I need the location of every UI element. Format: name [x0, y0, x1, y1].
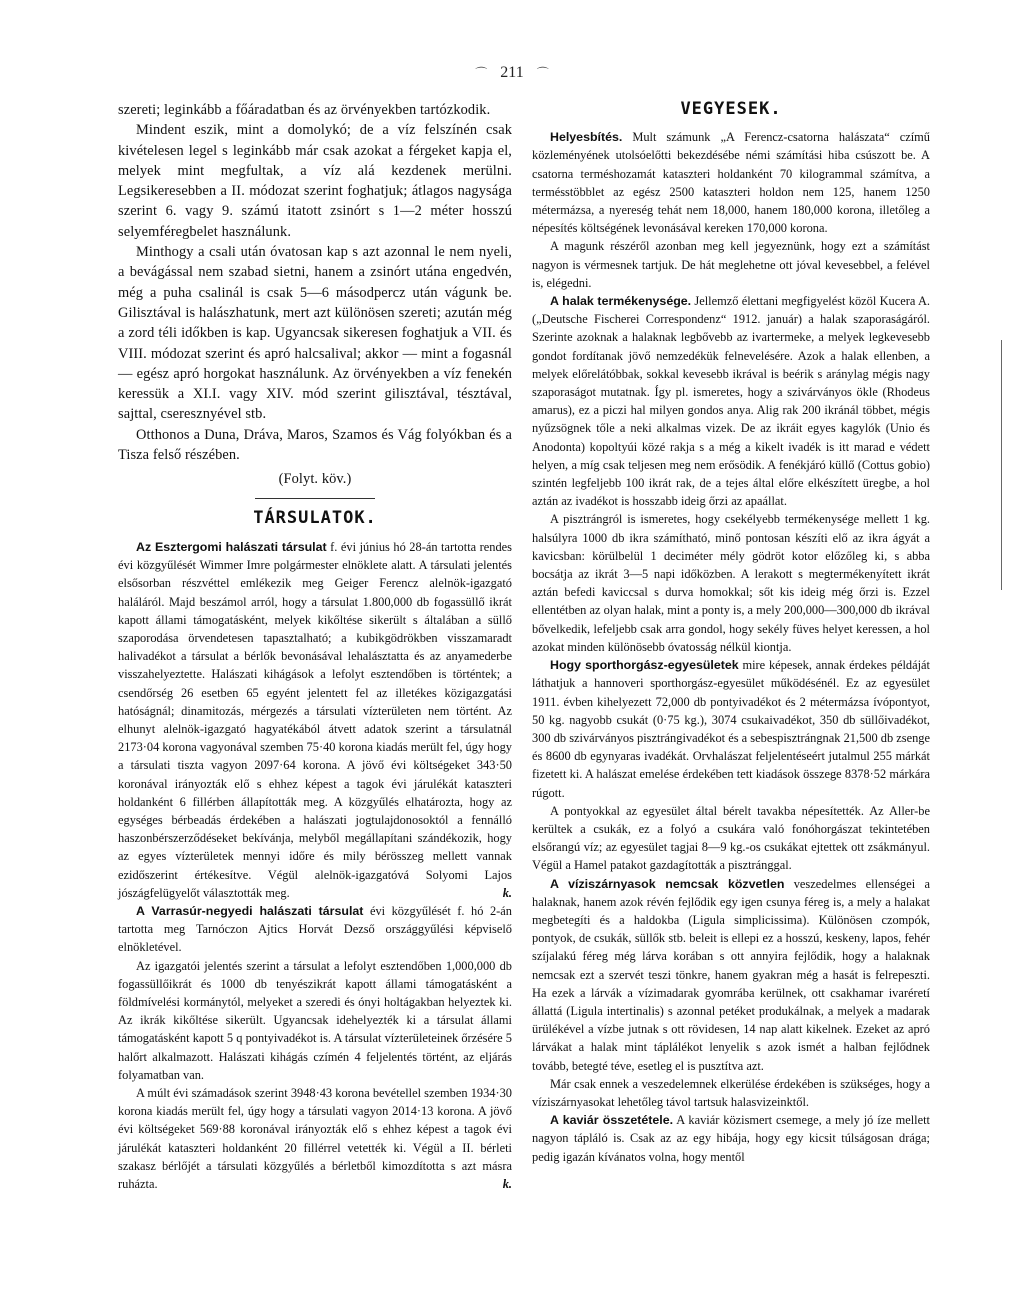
paragraph-lead: Helyesbítés. [550, 130, 623, 145]
paragraph-text: A kaviár közismert csemege, a mely jó íze mellett nagyon tápláló is. Csak az az egy hibája, hogy egy kicsit túlságosan drága; pedig igazán kívánatos volna, hogy mentől [532, 1113, 930, 1164]
article-paragraph [532, 128, 930, 237]
section-title-vegyesek: VEGYESEK. [680, 99, 782, 119]
continued-article [118, 100, 512, 490]
article-paragraph: A magunk részéről azonban meg kell jegyeznünk, hogy ezt a számítást nagyon is vérmesnek tartjuk. De hát meglehetne ott jóval kevesebbel, a felével is, elégedni. [532, 239, 930, 290]
article-paragraph [532, 875, 930, 1075]
right-ornament-icon: ⌒ [533, 66, 549, 80]
scan-margin-line [1001, 340, 1002, 590]
paragraph-text: Jellemző élettani megfigyelést közöl Kucera A. („Deutsche Fischerei Correspondenz“ 1912. január) a halak szaporaságáról. Szerinte azoknak a halaknak legbővebb az ivartermeke, a melyek legkevesebb gondot fordítanak jövő nemzedékük felnevelésére. Azok a halak ellenben, a melyek előrelátóbbak, sokkal kevesebb ikrával is beérik s aránylag mégis nagy szaporaságot mutatnak. Így pl. ismeretes, hogy a szivárványos ökle (Rhodeus amarus), ez a piczi hal milyen gondos anya. Alig rak 200 ikránál többet, mégis nyűzsögnek tőle a neki alkalmas vizek. De az ikráit egyes kagylók (Unio és Anodonta) kopoltyúi közé rakja s a még a kikelt ivadék is itt marad e védett helyen, a míg csak teljesen meg nem erősödik. A fenékjáró küllő (Cottus gobio) szintén legfeljebb 100 ikrát rak, de a tejes által előre elkészített üregbe, a hol aztán az ivadékot is hosszabb ideig őrzi az apaállat. [532, 294, 931, 509]
paragraph-text: veszedelmes ellenségei a halaknak, hanem azok révén fejlődik egy igen csunya féreg is, a mely a halakat megbetegíti és a haldokba (Ligula simplicissima). Különösen czompók, pontyok, de csukák, süllők stb. beleit is ellepi ez a hosszú, keskeny, lapos, fehér szíjalakú féreg még lárva korában s ott annyira fejlődik, hogy a halaknak nemcsak ezt a szervét teszi tönkre, hanem gyakran még a hasát is felrepeszti. Ha ezek a lárvák a vízimadarak gyomrába kerülnek, ott csakhamar ivaréretí állattá (Ligula intertinalis) s azonnal petéket produkálnak, a melyek a madarak ürülékével a vízbe jutnak s ott rövidesen, 14 nap alatt kikelnek. Ezeket az apró lárvákat a halak mint táplálékot lenyelik s azok ismét a halban fejlődnek tovább, betegté téve, esetleg el is pusztítva azt. [532, 876, 930, 1073]
paragraph-lead: Az Esztergomi halászati társulat [136, 539, 327, 554]
author-signature: k. [502, 885, 512, 900]
article-paragraph: Mindent eszik, mint a domolykó; de a víz felszínén csak kivételesen legel s leginkább már csak azokat a férgeket kapja el, melyek mint megfultak, a víz alá kezdenek merülni. Legsikeresebben a II. módozat szerint foghatjuk; átlagos nagysága szerint 6. vagy 9. számú itatott zsinórt s 1—2 méter hosszú selyemféregbelet használunk. [118, 122, 512, 240]
paragraph-lead: Hogy sporthorgász-egyesületek [550, 658, 739, 673]
article-paragraph: Már csak ennek a veszedelemnek elkerülése érdekében is szükséges, hogy a víziszárnyasokat lehetőleg távol tartsuk halasvizeinktől. [532, 1076, 930, 1109]
section-title-tarsulatok: TÁRSULATOK. [253, 507, 377, 528]
continuation-note: (Folyt. köv.) [278, 471, 352, 488]
right-column [532, 100, 930, 1166]
article-paragraph [532, 1111, 930, 1166]
article-paragraph: szereti; leginkább a főáradatban és az örvényekben tartózkodik. [118, 102, 491, 118]
paragraph-text: A múlt évi számadások szerint 3948·43 korona bevétellel szemben 1934·30 korona kiadás merült fel, úgy hogy a társulati vagyon 2014·13 korona. A jövő évi költségeket 569·88 koronával irányozták elő s ehhez képest a tagok évi járulékát kataszteri holdanként 20 fillérrel vetették ki. Végül a II. bérleti szakasz bérlőjét a társulati közgyűlés a bérletből kimozdította s azt másra ruházta. [118, 1086, 512, 1192]
paragraph-text: mire képesek, annak érdekes példáját láthatjuk a hannoveri sporthorgász-egyesület működésénél. Ez az egyesület 1911. évben kihelyezett 72,000 db pontyivadékot és 2 métermázsa ívópontyot, 50 kg. nagyobb csukát (0·75 kg.), 3074 csukaivadékot, 350 db süllőivadékot, 300 db szivárványos pisztrángivadékot és a sebespisztrángnak 21,500 db zsenge és 8600 db egynyaras ivadékát. Orvhalászat feljelentéseért jutalmul 255 márkát fizetett ki. A halászat emelése érdekében tett kiadások összege 8378·52 márkára rúgott. [532, 658, 930, 800]
paragraph-lead: A halak termékenysége. [550, 294, 692, 309]
article-paragraph: A pisztrángról is ismeretes, hogy csekélyebb termékenysége mellett 1 kg. halsúlyra 1000 db ikra számítható, minő pontosan készíti elő az ikra ágyát a kavicsban: körülbelül 1 deciméter mély gödröt kotor előzőleg ki, s abba bocsátja az ikrát 3—5 napi időközben. A lerakott s megtermékenyített ikrát aztán befedi kaviccsal s durva homokkal; sőt kis ideig még őrzi is. Ezzel ellentétben az olyan halak, mint a ponty is, a mely 200,000—300,000 db ikrával bővelkedik, lefeljebb csak arra gondol, hogy sekély füves helyet keressen, a hol azokat minden különösebb óvatosság nélkül kiontja. [532, 512, 930, 654]
article-paragraph: Az igazgatói jelentés szerint a társulat a lefolyt esztendőben 1,000,000 db fogassüllőikrát és 1000 db tenyészikrát kapott állami támogatásként a földmívelési kormánytól, melyeket a szeredi és ónyi holtágakban helyeztek ki. Az ikrák kikőltése sikerült. Ugyancsak idehelyezték ki a társulat állami támogatásként kapott 5 q pontyivadékot is. A társulat vízterületeinek őrzésére 5 halőrt alkalmazott. Halászati kihágás czímén 4 feljelentés történt, az eljárás folyamatban van. [118, 958, 512, 1082]
article-paragraph: Minthogy a csali után óvatosan kap s azt azonnal le nem nyeli, a bevágással nem szabad sietni, hanem a zsinórt utána engedvén, még a puha csalinál is csak 5—6 másodpercz után vágunk be. Gilisztával is halászhatunk, mert azt különösen szereti; azután még a zord téli időkben is kap. Ugyancsak sikeresen foghatjuk a VII. és VIII. módozat szerint és apró halcsalival; akkor — mint a fogasnál — egész apró horgokat használunk. Az örvényekben a víz fenekén keressük a XI.I. vagy XIV. mód szerint gilisztával, tésztával, sajttal, cseresznyével stb. [118, 244, 512, 423]
paragraph-text: f. évi június hó 28-án tartotta rendes évi közgyűlését Wimmer Imre polgármester elnöklete alatt. A társulati jelentés elsősorban részvéttel emlékezik meg Geiger Ferencz alelnök-igazgató haláláról. Majd beszámol arról, hogy a társulat 1.800,000 db fogassüllő ikrát kapott állami támogatásként, melyek kikőltése sikerült s általában a süllő szaporodása örvendetesen tapasztalható; a kubikgödrökben visszamaradt halivadékot a társulat a bérlők bevonásával lehalásztatta és az anyamederbe visszahelyeztette. Halászati kihágások a lefolyt esztendőben is történtek; a csendőrség 26 esetben 65 egyént jelentett fel az illetékes közigazgatási hatóságnál; dinamitozás, mérgezés a társulati vízterületen nem történt. Az elhunyt alelnök-igazgató hagyatékából átvett adatok szerint a társulatnál 2173·04 korona vagyonával szemben 75·40 korona kiadás merült fel, úgy hogy a társulati tiszta vagyon 2097·64 korona. A jövő évi költségeket 343·50 koronával irányozták elő s ehhez képest a tagok évi járulékát kataszteri holdanként 6 fillérben állapították meg. A közgyűlés elhatározta, hogy az egységes bérbeadás érdekében a halászati jogtulajdonosoktól a fennálló haszonbérszerződéseket bekívánja, melyből megállapítani szándékozik, hogy az egyes vízterületek mennyi időre és mily bérösszeg mellett vannak ezidőszerint értékesítve. Végül alelnök-igazgatóvá Solyomi Lajos jószágfelügyelőt választották meg. [118, 539, 512, 900]
article-paragraph [118, 538, 512, 902]
article-paragraph [118, 902, 512, 957]
divider [255, 498, 375, 499]
page-header [0, 64, 1024, 82]
article-paragraph [118, 1084, 512, 1193]
paragraph-text: Mult számunk „A Ferencz-csatorna halászata“ czímű közleményének utolsóelőtti bekezdésébe némi számítási hiba csúszott be. A csatorna terméshozamát kataszteri holdanként 70 kilogrammal számítva, a termésstöbblet az egész 2500 kataszteri holdon nem 125, hanem 1250 métermázsa, a nyereség tehát nem 18,000, hanem 180,000 korona, illetőleg a népesítés költségének levonásával kereken 170,000 korona. [532, 130, 930, 236]
author-signature: k. [502, 1177, 512, 1192]
paragraph-lead: A kaviár összetétele. [550, 1113, 674, 1128]
left-ornament-icon: ⌒ [475, 66, 491, 80]
paragraph-text: évi közgyűlését f. hó 2-án tartotta meg Tarnóczon Ajtics Horvát Dezső országgyűlési képviselő elnökletével. [118, 904, 512, 955]
paragraph-lead: A víziszárnyasok nemcsak közvetlen [550, 876, 785, 891]
article-paragraph: Otthonos a Duna, Dráva, Maros, Szamos és Vág folyókban és a Tisza felső részében. [118, 426, 512, 464]
paragraph-lead: A Varrasúr-negyedi halászati társulat [136, 904, 364, 918]
article-paragraph [532, 292, 930, 510]
article-paragraph [532, 656, 930, 802]
left-column [118, 100, 512, 1193]
article-paragraph: A pontyokkal az egyesület által bérelt tavakba népesítették. Az Aller-be kerültek a csukák, ez a folyó a csukára való fonóhorgászat tekintetében elsőrangú víz; az egyesület tagjai 8—9 kg.-os csukákat ejtettek ott zsákmányul. Végül a Hamel patakot gazdagították a pisztránggal. [532, 803, 930, 873]
page-number: 211 [500, 64, 524, 81]
societies-section [118, 538, 512, 1193]
